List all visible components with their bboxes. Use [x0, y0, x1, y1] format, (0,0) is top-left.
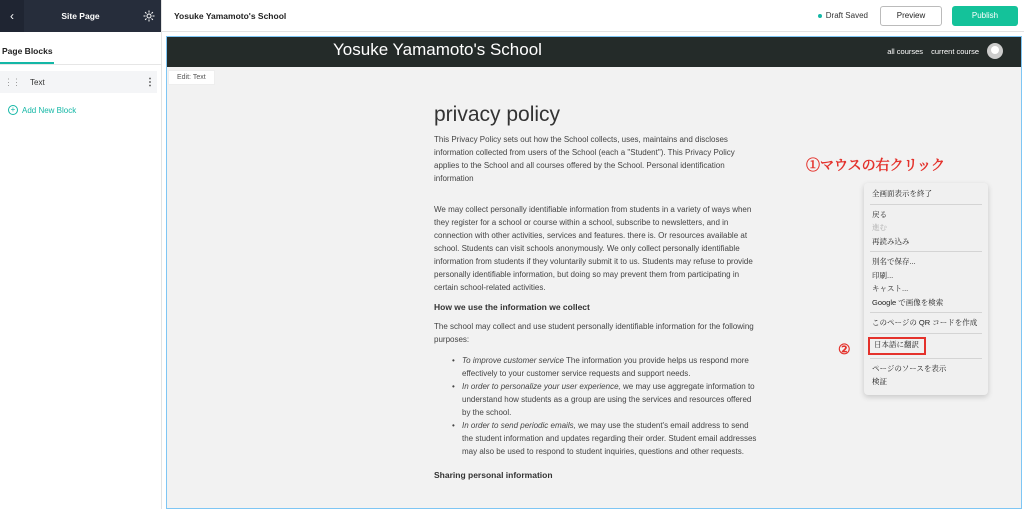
site-title: Yosuke Yamamoto's School [174, 10, 287, 21]
nav-current-course[interactable]: current course [931, 46, 979, 56]
avatar[interactable] [987, 43, 1003, 59]
menu-separator [870, 204, 982, 205]
list-item: • To improve customer service The information you provide helps us respond more effectively to your customer service requests and support needs. [452, 354, 758, 380]
list-item: • In order to personalize your user experience, we may use aggregate information to understand how students as a group are using the services and resources offered by the school. [452, 380, 758, 419]
edit-block-tag[interactable]: Edit: Text [168, 70, 215, 85]
plus-icon: + [8, 105, 18, 115]
annotation-step2: ② [838, 341, 851, 357]
context-menu-item[interactable]: このページの QR コードを作成 [872, 318, 978, 327]
list-item: • In order to send periodic emails, we may use the student's email address to send the student information and updates regarding their order. Student email addresses may also be used to respond to student inquiries, questions and other requests. [452, 419, 758, 458]
draft-status [818, 11, 868, 20]
context-menu-item[interactable]: 検証 [872, 377, 887, 386]
menu-separator [870, 251, 982, 252]
site-header [167, 37, 1021, 67]
nav-all-courses[interactable]: all courses [887, 46, 924, 56]
sidebar-tabs [0, 32, 161, 64]
more-options-icon[interactable]: ⋮ [145, 76, 155, 88]
tab-page-blocks[interactable]: Page Blocks [0, 46, 54, 64]
publish-button[interactable]: Publish [952, 6, 1018, 26]
context-menu-item[interactable]: 全画面表示を終了 [872, 189, 932, 198]
block-item-text[interactable] [0, 71, 157, 93]
site-nav [879, 43, 1003, 59]
drag-handle-icon[interactable]: ⋮⋮ [4, 76, 20, 87]
paragraph-purposes: The school may collect and use student personally identifiable information for the following purposes: [434, 322, 754, 344]
menu-separator [870, 333, 982, 334]
heading-sharing: Sharing personal information [434, 470, 553, 480]
block-label: Text [30, 77, 45, 87]
heading-use: How we use the information we collect [434, 302, 590, 312]
sidebar-header [0, 0, 161, 32]
context-menu-item[interactable]: ページのソースを表示 [872, 363, 947, 373]
purposes-list [434, 354, 758, 458]
context-menu-item: 進む [872, 223, 887, 232]
page-title: privacy policy [434, 103, 561, 126]
left-sidebar [0, 0, 162, 509]
paragraph-collection: We may collect personally identifiable information from students in a variety of ways when they register for a school or course within a school, subscribe to newsletters, and in connection with other activities, services and features. there is. Or resources available at school. Students can visit schools anonymously. We only collect personally identifiable information from students if they voluntarily submit it to us. Students may refuse to provide personally identifiable information, but doing so may prevent them from participating in certain school-related activities. [434, 205, 753, 292]
add-new-block-label: Add New Block [22, 105, 77, 115]
divider [0, 64, 161, 65]
context-menu-item[interactable]: 戻る [872, 209, 887, 219]
sidebar-title: Site Page [61, 11, 100, 21]
gear-icon[interactable] [137, 0, 161, 32]
menu-separator [870, 312, 982, 313]
annotation-step1: ①マウスの右クリック [806, 157, 946, 173]
menu-separator [870, 358, 982, 359]
context-menu-item[interactable]: 印刷... [872, 270, 894, 280]
site-name[interactable]: Yosuke Yamamoto's School [333, 40, 542, 59]
context-menu-item[interactable]: キャスト... [872, 284, 909, 293]
add-new-block-button[interactable] [8, 105, 161, 115]
chevron-left-icon[interactable]: ‹ [0, 0, 24, 32]
context-menu-item[interactable]: 再読み込み [872, 236, 910, 246]
context-menu-item[interactable]: Google で画像を検索 [872, 297, 944, 307]
context-menu-item[interactable]: 日本語に翻訳 [868, 337, 926, 355]
context-menu [864, 183, 988, 395]
context-menu-item[interactable]: 別名で保存... [872, 257, 916, 266]
draft-status-label: Draft Saved [825, 11, 868, 20]
status-dot-icon [818, 14, 822, 18]
text-block[interactable] [434, 103, 758, 488]
paragraph-intro: This Privacy Policy sets out how the School collects, uses, maintains and discloses information collected from users of the School (each a "Student"). This Privacy Policy applies to the School and all courses offered by the School. Personal identification information [434, 135, 735, 183]
top-bar [162, 0, 1024, 32]
preview-button[interactable]: Preview [880, 6, 942, 26]
